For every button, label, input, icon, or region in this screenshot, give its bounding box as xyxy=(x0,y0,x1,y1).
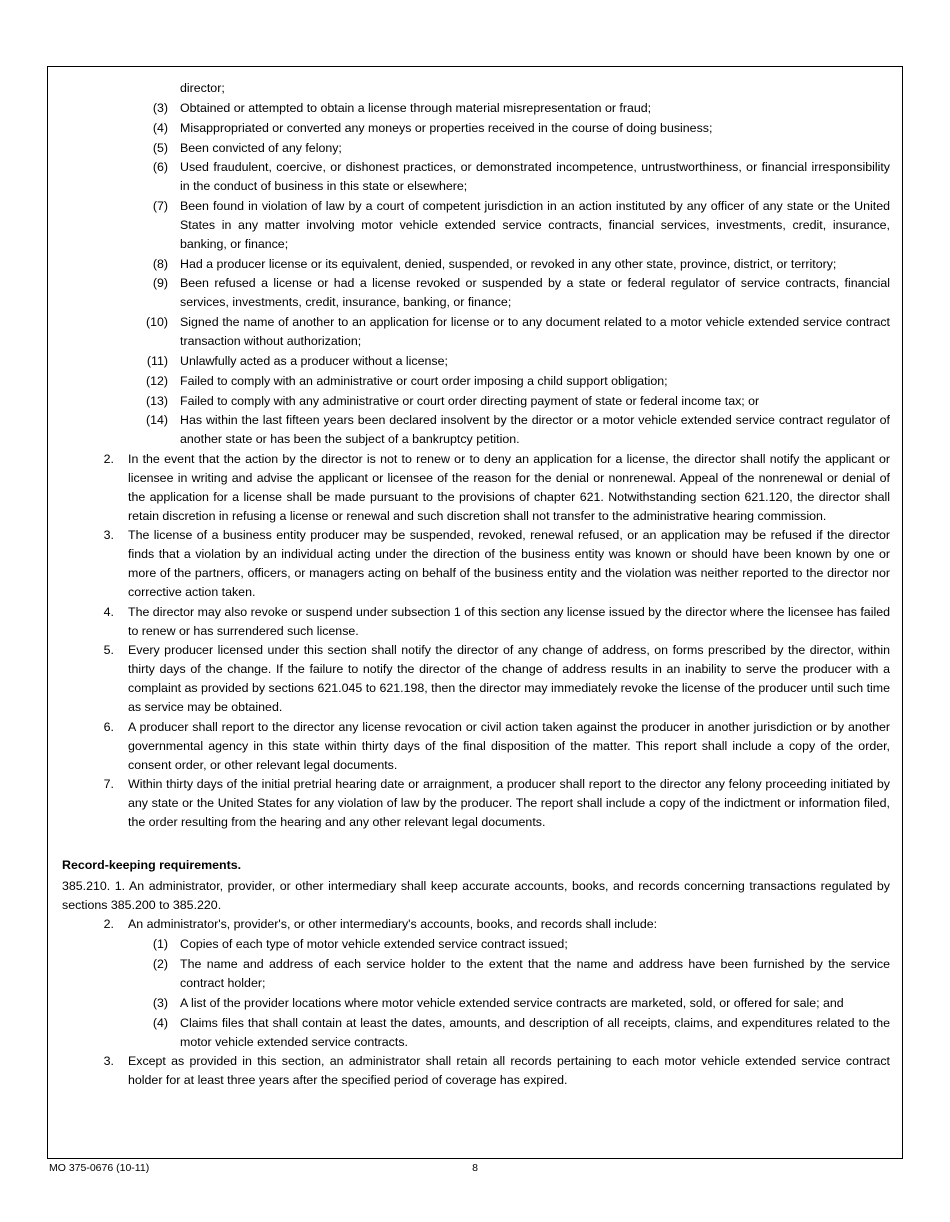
list-item-text: Claims files that shall contain at least the dates, amounts, and description of all receipts, claims, and expenditures related to the motor vehicle extended service contracts. xyxy=(180,1015,890,1049)
list-item xyxy=(62,915,890,934)
list-item-number: (3) xyxy=(152,995,168,1010)
list-item xyxy=(62,392,890,411)
list-item xyxy=(62,935,890,954)
list-item-text: A list of the provider locations where motor vehicle extended service contracts are marketed, sold, or offered for sale; and xyxy=(180,995,844,1010)
list-item xyxy=(62,1014,890,1052)
list-item-text: Used fraudulent, coercive, or dishonest practices, or demonstrated incompetence, untrustworthiness, or financial irresponsibility in the conduct of business in this state or elsewhere; xyxy=(180,160,890,194)
list-item-text: Has within the last fifteen years been declared insolvent by the director or a motor vehicle extended service contract regulator of another state or has been the subject of a bankruptcy petition. xyxy=(180,413,890,447)
list-item-number: 3. xyxy=(103,1054,114,1069)
page-content xyxy=(62,78,890,1091)
list-item-number: (12) xyxy=(145,373,168,388)
list-item-number: 3. xyxy=(103,528,114,543)
list-item xyxy=(62,313,890,351)
list-item-text: A producer shall report to the director any license revocation or civil action taken against the producer in another jurisdiction or by another governmental agency in this state within thirty days of the final disposition of the matter. This report shall include a copy of the order, consent order, or other relevant legal documents. xyxy=(128,719,890,772)
list-item-text: Been refused a license or had a license revoked or suspended by a state or federal regulator of service contracts, financial services, investments, credit, insurance, banking, or finance; xyxy=(180,276,890,310)
list-item-text: Unlawfully acted as a producer without a license; xyxy=(180,353,448,368)
list-item xyxy=(62,197,890,254)
list-item-number: (8) xyxy=(152,256,168,271)
list-subsections-a xyxy=(62,99,890,449)
list-item-number: (13) xyxy=(145,393,168,408)
list-item-number: (7) xyxy=(152,199,168,214)
continued-fragment: director; xyxy=(180,81,225,95)
list-item-text: Except as provided in this section, an administrator shall retain all records pertaining to each motor vehicle extended service contract holder for at least three years after the specified period of coverage has expired. xyxy=(128,1054,890,1088)
page-footer xyxy=(47,1160,903,1180)
list-item-number: (11) xyxy=(146,353,168,368)
list-item-number: (9) xyxy=(152,276,168,291)
list-item-text: Within thirty days of the initial pretrial hearing date or arraignment, a producer shall report to the director any felony proceeding initiated by any state or the United States for any violation of law by the producer. The report shall include a copy of the indictment or information filed, the order resulting from the hearing and any other relevant legal documents. xyxy=(128,777,890,830)
list-item-text: Been found in violation of law by a court of competent jurisdiction in an action instituted by any officer of any state or the United States in any matter involving motor vehicle extended service contracts, financial services, investments, credit, insurance, banking, or finance; xyxy=(180,199,890,251)
list-item-text: An administrator's, provider's, or other intermediary's accounts, books, and records shall include: xyxy=(128,917,658,932)
list-item-text: Had a producer license or its equivalent, denied, suspended, or revoked in any other state, province, district, or territory; xyxy=(180,256,837,271)
list-item xyxy=(62,274,890,312)
statute-lead-paragraph: 385.210. 1. An administrator, provider, or other intermediary shall keep accurate accounts, books, and records concerning transactions regulated by sections 385.200 to 385.220. xyxy=(62,878,890,912)
list-item xyxy=(62,99,890,118)
list-item xyxy=(62,775,890,832)
list-item xyxy=(62,352,890,371)
list-item-number: 2. xyxy=(103,452,114,467)
list-item xyxy=(62,718,890,775)
list-item-number: (3) xyxy=(152,100,168,115)
list-item-text: The director may also revoke or suspend under subsection 1 of this section any license issued by the director where the licensee has failed to renew or has surrendered such license. xyxy=(128,604,890,638)
list-item-text: In the event that the action by the director is not to renew or to deny an application for a license, the director shall notify the applicant or licensee in writing and advise the applicant or licensee of the reason for the denial or nonrenewal. Appeal of the nonrenewal or denial of the application for a license shall be made pursuant to the provisions of chapter 621. Notwithstanding section 621.120, the director shall retain discretion in refusing a license or renewal and such discretion shall not transfer to the administrative hearing commission. xyxy=(128,452,890,523)
list-item xyxy=(62,119,890,138)
list-subsections-c xyxy=(62,935,890,1051)
list-item-text: Every producer licensed under this section shall notify the director of any change of address, on forms prescribed by the director, within thirty days of the change. If the failure to notify the director of the change of address results in an inability to serve the producer with a complaint as provided by sections 621.045 to 621.198, then the director may immediately revoke the license of the producer until such time as service may be obtained. xyxy=(128,643,890,714)
list-item-text: Misappropriated or converted any moneys or properties received in the course of doing business; xyxy=(180,120,713,135)
list-item-number: (2) xyxy=(152,957,168,972)
list-item xyxy=(62,158,890,196)
list-item-number: (1) xyxy=(152,937,168,952)
page-number: 8 xyxy=(472,1162,478,1174)
list-item xyxy=(62,372,890,391)
list-item-number: 4. xyxy=(103,604,114,619)
list-item xyxy=(62,526,890,601)
list-item-text: Failed to comply with an administrative or court order imposing a child support obligation; xyxy=(180,373,668,388)
list-item-text: The name and address of each service holder to the extent that the name and address have been furnished by the service contract holder; xyxy=(180,957,890,990)
list-item xyxy=(62,255,890,274)
list-item xyxy=(62,641,890,716)
list-item-text: Been convicted of any felony; xyxy=(180,140,342,155)
form-number: MO 375-0676 (10-11) xyxy=(49,1162,150,1174)
list-item-text: Signed the name of another to an application for license or to any document related to a motor vehicle extended service contract transaction without authorization; xyxy=(180,315,890,348)
list-item-number: (14) xyxy=(145,413,168,428)
list-item-text: Obtained or attempted to obtain a license through material misrepresentation or fraud; xyxy=(180,100,652,115)
list-item xyxy=(62,1052,890,1090)
list-item xyxy=(62,139,890,158)
list-item xyxy=(62,603,890,641)
list-item-number: 7. xyxy=(103,777,114,792)
list-item xyxy=(62,450,890,525)
list-item xyxy=(62,994,890,1013)
list-item-number: (6) xyxy=(152,160,168,175)
list-item-text: Failed to comply with any administrative or court order directing payment of state or federal income tax; or xyxy=(180,393,760,408)
section-heading: Record-keeping requirements. xyxy=(62,857,242,872)
list-item-text: Copies of each type of motor vehicle extended service contract issued; xyxy=(180,937,568,952)
list-item-number: (5) xyxy=(152,140,168,155)
list-item-number: 5. xyxy=(103,643,114,658)
list-item xyxy=(62,955,890,993)
list-item-text: The license of a business entity producer may be suspended, revoked, renewal refused, or an application may be refused if the director finds that a violation by an individual acting under the direction of the business entity was known or should have been known by one or more of the partners, officers, or managers acting on behalf of the business entity and the violation was neither reported to the director nor corrective action taken. xyxy=(128,528,890,599)
list-item-number: 6. xyxy=(103,719,114,734)
list-item-number: 2. xyxy=(103,917,114,932)
list-item-number: (4) xyxy=(152,120,168,135)
list-item-number: (10) xyxy=(145,315,168,330)
list-subsections-b xyxy=(62,450,890,832)
list-item-number: (4) xyxy=(152,1015,168,1030)
list-item xyxy=(62,411,890,449)
